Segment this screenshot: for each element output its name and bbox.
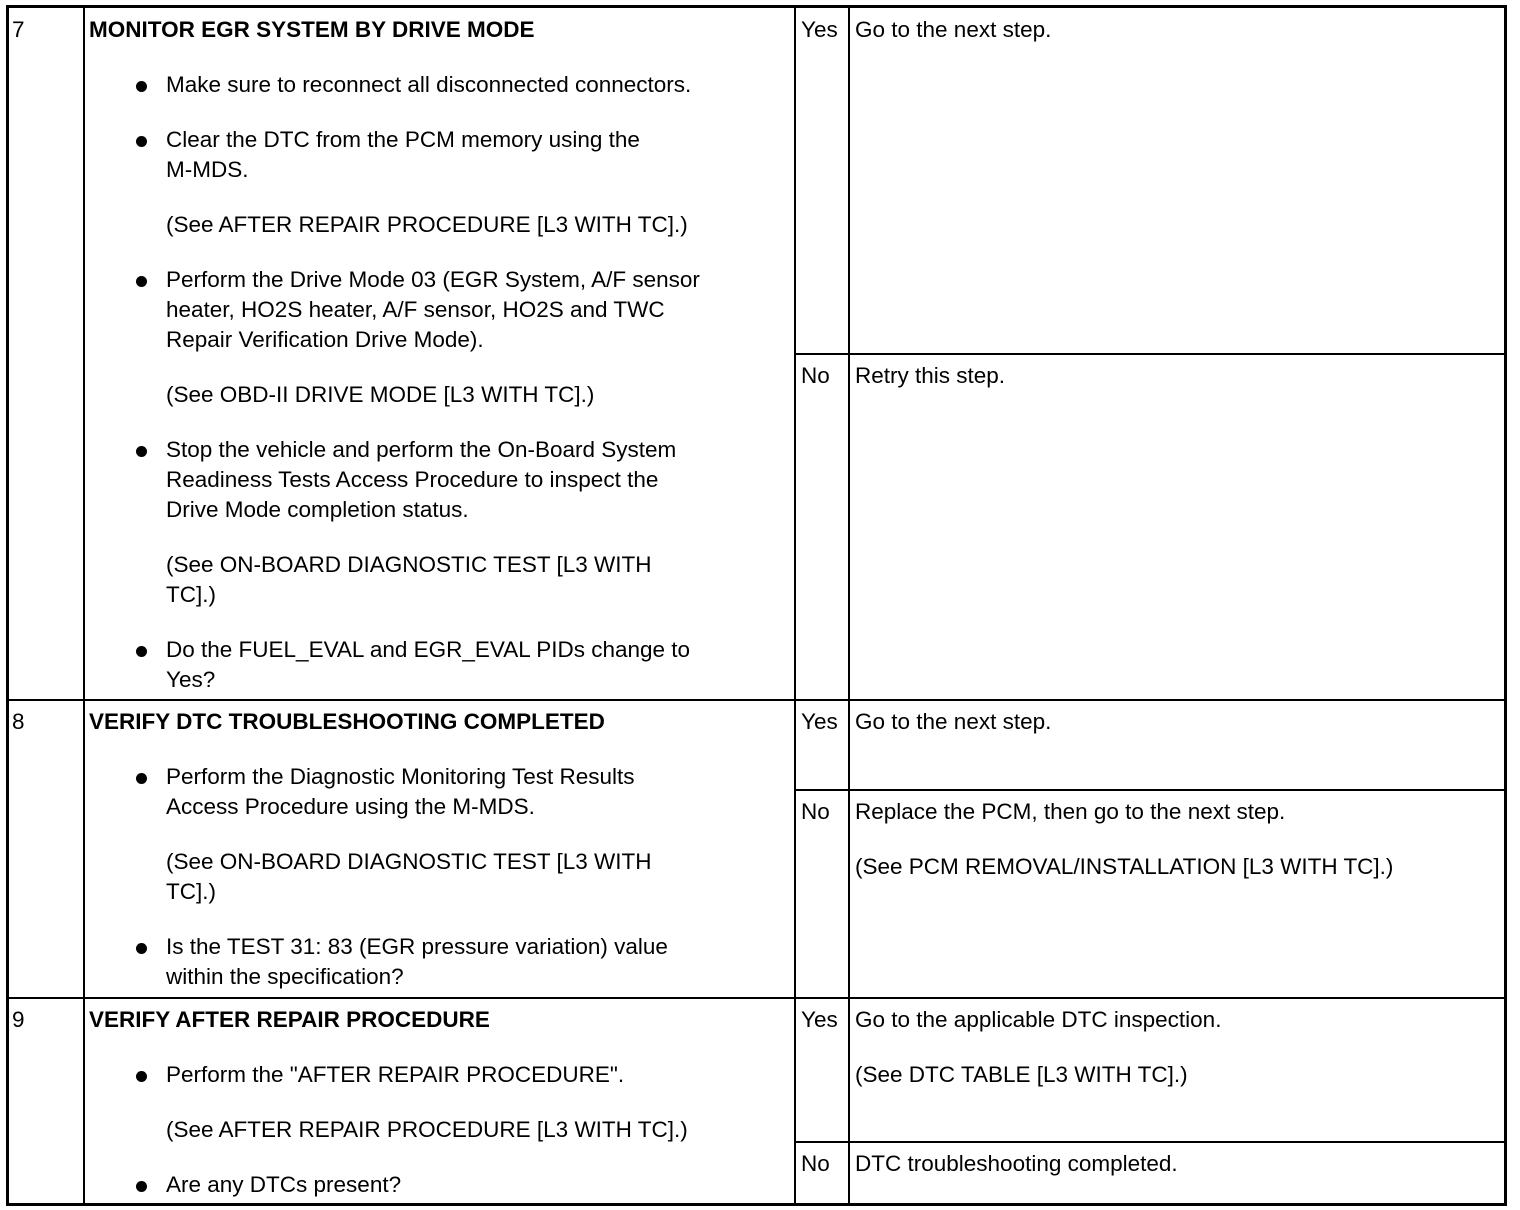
- step-title: MONITOR EGR SYSTEM BY DRIVE MODE: [89, 17, 535, 42]
- step-item-line: Access Procedure using the M-MDS.: [166, 794, 535, 819]
- step-reference: (See OBD-II DRIVE MODE [L3 WITH TC].): [166, 382, 595, 407]
- column-divider: [848, 8, 850, 1203]
- result-answer: No: [801, 799, 830, 824]
- result-answer: Yes: [801, 17, 838, 42]
- step-item-line: within the specification?: [166, 964, 404, 989]
- step-item-line: Stop the vehicle and perform the On-Board System: [166, 437, 677, 462]
- result-divider: [795, 353, 1504, 355]
- step-reference: TC].): [166, 582, 216, 607]
- step-item-line: Is the TEST 31: 83 (EGR pressure variation) value: [166, 934, 668, 959]
- bullet-icon: [136, 773, 147, 784]
- column-divider: [794, 8, 796, 1203]
- step-item-line: Clear the DTC from the PCM memory using the: [166, 127, 640, 152]
- bullet-icon: [136, 943, 147, 954]
- step-title: VERIFY DTC TROUBLESHOOTING COMPLETED: [89, 709, 605, 734]
- result-answer: No: [801, 363, 830, 388]
- step-reference: (See ON-BOARD DIAGNOSTIC TEST [L3 WITH: [166, 552, 652, 577]
- step-number: 7: [12, 17, 25, 42]
- result-action: DTC troubleshooting completed.: [855, 1151, 1178, 1176]
- step-number: 8: [12, 709, 25, 734]
- result-answer: Yes: [801, 709, 838, 734]
- step-title: VERIFY AFTER REPAIR PROCEDURE: [89, 1007, 490, 1032]
- step-item-line: Readiness Tests Access Procedure to inspect the: [166, 467, 659, 492]
- result-reference: (See PCM REMOVAL/INSTALLATION [L3 WITH TC].): [855, 854, 1394, 879]
- result-answer: No: [801, 1151, 830, 1176]
- result-action: Replace the PCM, then go to the next step.: [855, 799, 1286, 824]
- bullet-icon: [136, 446, 147, 457]
- troubleshooting-table: [6, 5, 1507, 1206]
- result-action: Go to the next step.: [855, 17, 1052, 42]
- result-action: Go to the next step.: [855, 709, 1052, 734]
- step-reference: TC].): [166, 879, 216, 904]
- step-reference: (See ON-BOARD DIAGNOSTIC TEST [L3 WITH: [166, 849, 652, 874]
- step-item-line: Perform the Drive Mode 03 (EGR System, A/F sensor: [166, 267, 700, 292]
- bullet-icon: [136, 276, 147, 287]
- step-item-line: Drive Mode completion status.: [166, 497, 469, 522]
- bullet-icon: [136, 136, 147, 147]
- step-item-line: M-MDS.: [166, 157, 249, 182]
- bullet-icon: [136, 1181, 147, 1192]
- result-reference: (See DTC TABLE [L3 WITH TC].): [855, 1062, 1188, 1087]
- step-item-line: Are any DTCs present?: [166, 1172, 402, 1197]
- result-answer: Yes: [801, 1007, 838, 1032]
- step-item-line: Make sure to reconnect all disconnected connectors.: [166, 72, 692, 97]
- bullet-icon: [136, 1071, 147, 1082]
- row-divider: [9, 699, 1504, 701]
- step-item-line: Do the FUEL_EVAL and EGR_EVAL PIDs change to: [166, 637, 691, 662]
- step-item-line: heater, HO2S heater, A/F sensor, HO2S and TWC: [166, 297, 665, 322]
- step-number: 9: [12, 1007, 25, 1032]
- row-divider: [9, 997, 1504, 999]
- result-divider: [795, 1141, 1504, 1143]
- step-reference: (See AFTER REPAIR PROCEDURE [L3 WITH TC].): [166, 1117, 688, 1142]
- step-item-line: Perform the Diagnostic Monitoring Test Results: [166, 764, 635, 789]
- step-item-line: Perform the "AFTER REPAIR PROCEDURE".: [166, 1062, 625, 1087]
- step-item-line: Repair Verification Drive Mode).: [166, 327, 484, 352]
- result-divider: [795, 789, 1504, 791]
- column-divider: [83, 8, 85, 1203]
- step-item-line: Yes?: [166, 667, 216, 692]
- result-action: Retry this step.: [855, 363, 1006, 388]
- bullet-icon: [136, 646, 147, 657]
- bullet-icon: [136, 81, 147, 92]
- step-reference: (See AFTER REPAIR PROCEDURE [L3 WITH TC].): [166, 212, 688, 237]
- result-action: Go to the applicable DTC inspection.: [855, 1007, 1222, 1032]
